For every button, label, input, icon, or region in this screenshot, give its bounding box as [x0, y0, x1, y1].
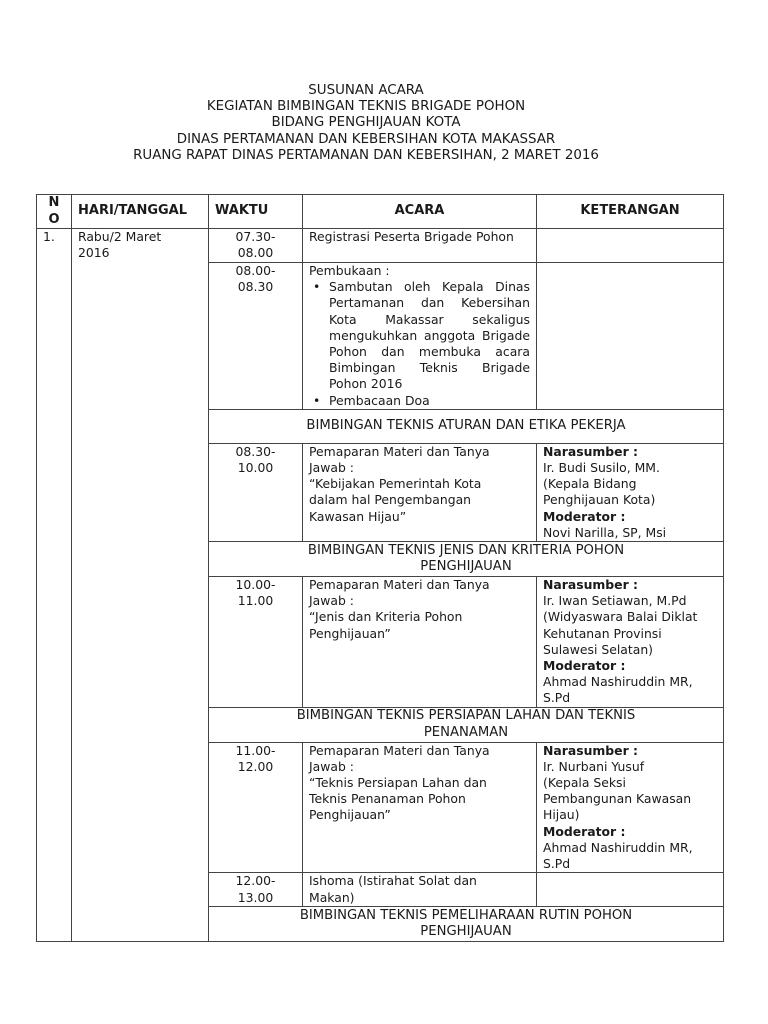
table-row [37, 229, 724, 263]
note-cell [537, 263, 724, 410]
opening-title: Pembukaan : [309, 263, 390, 278]
opening-list [309, 279, 530, 409]
time-cell: 08.30- 10.00 [209, 443, 303, 541]
section-heading: BIMBINGAN TEKNIS PERSIAPAN LAHAN DAN TEKNIS PENANAMAN [209, 707, 724, 742]
column-header-no: N O [37, 195, 72, 229]
note-cell [537, 229, 724, 263]
header-agency: DINAS PERTAMANAN DAN KEBERSIHAN KOTA MAKASSAR [176, 131, 556, 147]
header-division: BIDANG PENGHIJAUAN KOTA [271, 115, 461, 131]
activity-cell: Ishoma (Istirahat Solat dan Makan) [303, 873, 537, 907]
column-header-acara: ACARA [303, 195, 537, 229]
time-cell: 11.00- 12.00 [209, 742, 303, 873]
time-cell: 10.00- 11.00 [209, 577, 303, 708]
moderator-label: Moderator : [543, 508, 626, 524]
time-cell: 08.00- 08.30 [209, 263, 303, 410]
activity-cell [303, 263, 537, 410]
section-heading: BIMBINGAN TEKNIS ATURAN DAN ETIKA PEKERJA [209, 409, 724, 443]
table-header-row [37, 195, 724, 229]
activity-cell: Registrasi Peserta Brigade Pohon [303, 229, 537, 263]
activity-cell: Pemaparan Materi dan Tanya Jawab : “Jenis dan Kriteria Pohon Penghijauan” [303, 577, 537, 708]
note-cell: Narasumber : Ir. Budi Susilo, MM. (Kepala Bidang Penghijauan Kota) Moderator : Novi Narilla, SP, Msi [537, 443, 724, 541]
column-header-waktu: WAKTU [209, 195, 303, 229]
note-cell: Narasumber : Ir. Nurbani Yusuf (Kepala Seksi Pembangunan Kawasan Hijau) Moderator : Ahmad Nashiruddin MR, S.Pd [537, 742, 724, 873]
moderator-label: Moderator : [543, 823, 626, 839]
speaker-label: Narasumber : [543, 577, 638, 593]
list-item: • Pembacaan Doa [329, 393, 530, 409]
speaker-label: Narasumber : [543, 443, 638, 459]
agenda-table [36, 194, 724, 942]
header-title: SUSUNAN ACARA [308, 83, 424, 98]
activity-cell: Pemaparan Materi dan Tanya Jawab : “Kebijakan Pemerintah Kota dalam hal Pengembangan Kawasan Hijau” [303, 443, 537, 541]
activity-cell: Pemaparan Materi dan Tanya Jawab : “Teknis Persiapan Lahan dan Teknis Penanaman Pohon Penghijauan” [303, 742, 537, 873]
note-cell [537, 873, 724, 907]
section-heading: BIMBINGAN TEKNIS PEMELIHARAAN RUTIN POHON PENGHIJAUAN [209, 907, 724, 942]
column-header-hari: HARI/TANGGAL [72, 195, 209, 229]
note-cell: Narasumber : Ir. Iwan Setiawan, M.Pd (Widyaswara Balai Diklat Kehutanan Provinsi Sulawesi Selatan) Moderator : Ahmad Nashiruddin MR, S.Pd [537, 577, 724, 708]
document-header [0, 83, 732, 164]
row-number: 1. [37, 229, 72, 942]
list-item: • Sambutan oleh Kepala Dinas Pertamanan dan Kebersihan Kota Makassar sekaligus mengukuhkan anggota Brigade Pohon dan membuka acara Bimbingan Teknis Brigade Pohon 2016 [329, 279, 530, 392]
speaker-label: Narasumber : [543, 742, 638, 758]
section-heading: BIMBINGAN TEKNIS JENIS DAN KRITERIA POHON PENGHIJAUAN [209, 542, 724, 577]
header-activity: KEGIATAN BIMBINGAN TEKNIS BRIGADE POHON [206, 99, 526, 115]
column-header-keterangan: KETERANGAN [537, 195, 724, 229]
header-venue-date: RUANG RAPAT DINAS PERTAMANAN DAN KEBERSIHAN, 2 MARET 2016 [133, 147, 599, 163]
time-cell: 07.30- 08.00 [209, 229, 303, 263]
moderator-label: Moderator : [543, 658, 626, 674]
day-date-cell: Rabu/2 Maret 2016 [72, 229, 209, 942]
time-cell: 12.00- 13.00 [209, 873, 303, 907]
